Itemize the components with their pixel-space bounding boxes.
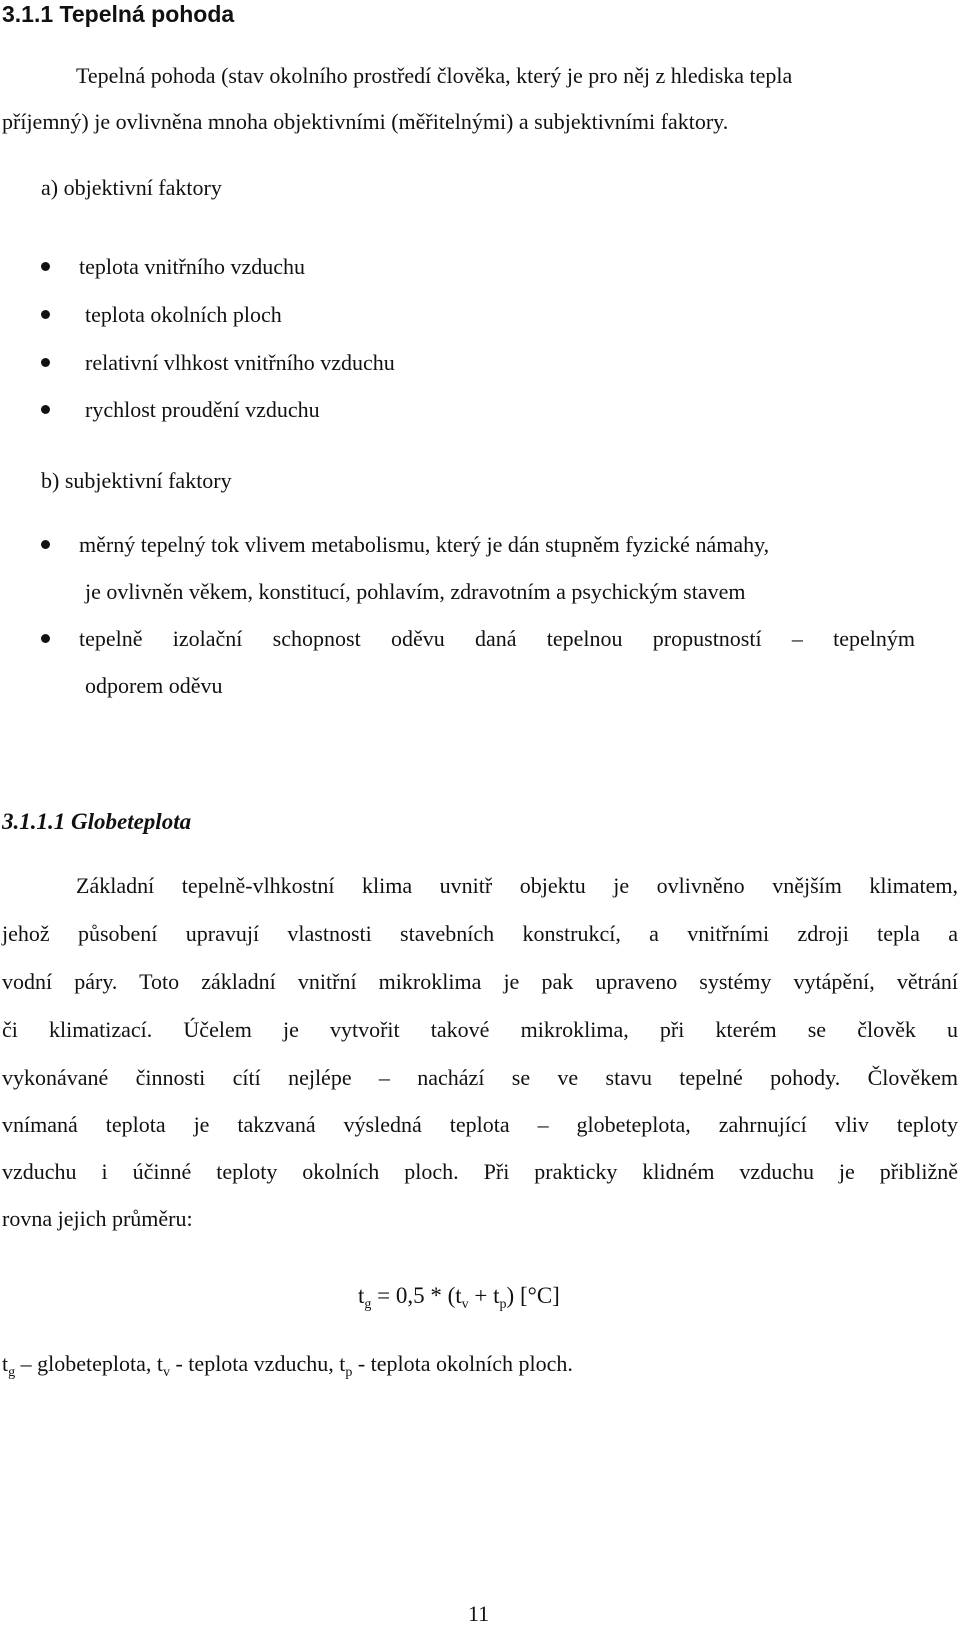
bullet-icon: [41, 405, 50, 414]
body-line: vykonávané činnosti cítí nejlépe – nachází se ve stavu tepelné pohody. Člověkem: [2, 1065, 958, 1090]
intro-line-2: příjemný) je ovlivněna mnoha objektivními (měřitelnými) a subjektivními faktory.: [2, 109, 729, 134]
formula: $t_g = 0,5 * (t_v + t_p)$ [°C]: [358, 1283, 560, 1312]
bullet-icon: [41, 540, 50, 549]
body-line: vnímaná teplota je takzvaná výsledná teplota – globeteplota, zahrnující vliv teploty: [2, 1112, 958, 1137]
bullet-icon: [41, 310, 50, 319]
bullet-icon: [41, 358, 50, 367]
objective-item: rychlost proudění vzduchu: [85, 397, 320, 422]
subjective-item-line: měrný tepelný tok vlivem metabolismu, který je dán stupněm fyzické námahy,: [79, 532, 770, 557]
body-line: Základní tepelně-vlhkostní klima uvnitř objektu je ovlivněno vnějším klimatem,: [76, 873, 958, 898]
subjective-item-line: odporem oděvu: [85, 673, 223, 698]
formula-legend: $t_g$ – globeteplota, $t_v$ - teplota vzduchu, $t_p$ - teplota okolních ploch.: [2, 1351, 573, 1380]
intro-line-1: Tepelná pohoda (stav okolního prostředí člověka, který je pro něj z hlediska tepla: [76, 63, 793, 88]
body-line: jehož působení upravují vlastnosti stavebních konstrukcí, a vnitřními zdroji tepla a: [2, 921, 958, 946]
objective-item: relativní vlhkost vnitřního vzduchu: [85, 350, 395, 375]
objective-item: teplota okolních ploch: [85, 302, 282, 327]
body-line: či klimatizací. Účelem je vytvořit takové mikroklima, při kterém se člověk u: [2, 1017, 958, 1042]
body-line: rovna jejich průměru:: [2, 1206, 193, 1231]
objective-heading: a) objektivní faktory: [41, 175, 222, 200]
page-number: 11: [468, 1601, 490, 1626]
objective-item: teplota vnitřního vzduchu: [79, 254, 306, 279]
subjective-heading: b) subjektivní faktory: [41, 468, 232, 493]
body-line: vodní páry. Toto základní vnitřní mikroklima je pak upraveno systémy vytápění, větrání: [2, 969, 958, 994]
bullet-icon: [41, 634, 50, 643]
section-title: 3.1.1 Tepelná pohoda: [2, 1, 235, 27]
subsection-title: 3.1.1.1 Globeteplota: [2, 809, 192, 834]
bullet-icon: [41, 262, 50, 271]
body-line: vzduchu i účinné teploty okolních ploch. Při prakticky klidném vzduchu je přibližně: [2, 1159, 958, 1184]
subjective-item-line: tepelně izolační schopnost oděvu daná tepelnou propustností – tepelným: [79, 626, 915, 651]
subjective-item-line: je ovlivněn věkem, konstitucí, pohlavím, zdravotním a psychickým stavem: [85, 579, 746, 604]
